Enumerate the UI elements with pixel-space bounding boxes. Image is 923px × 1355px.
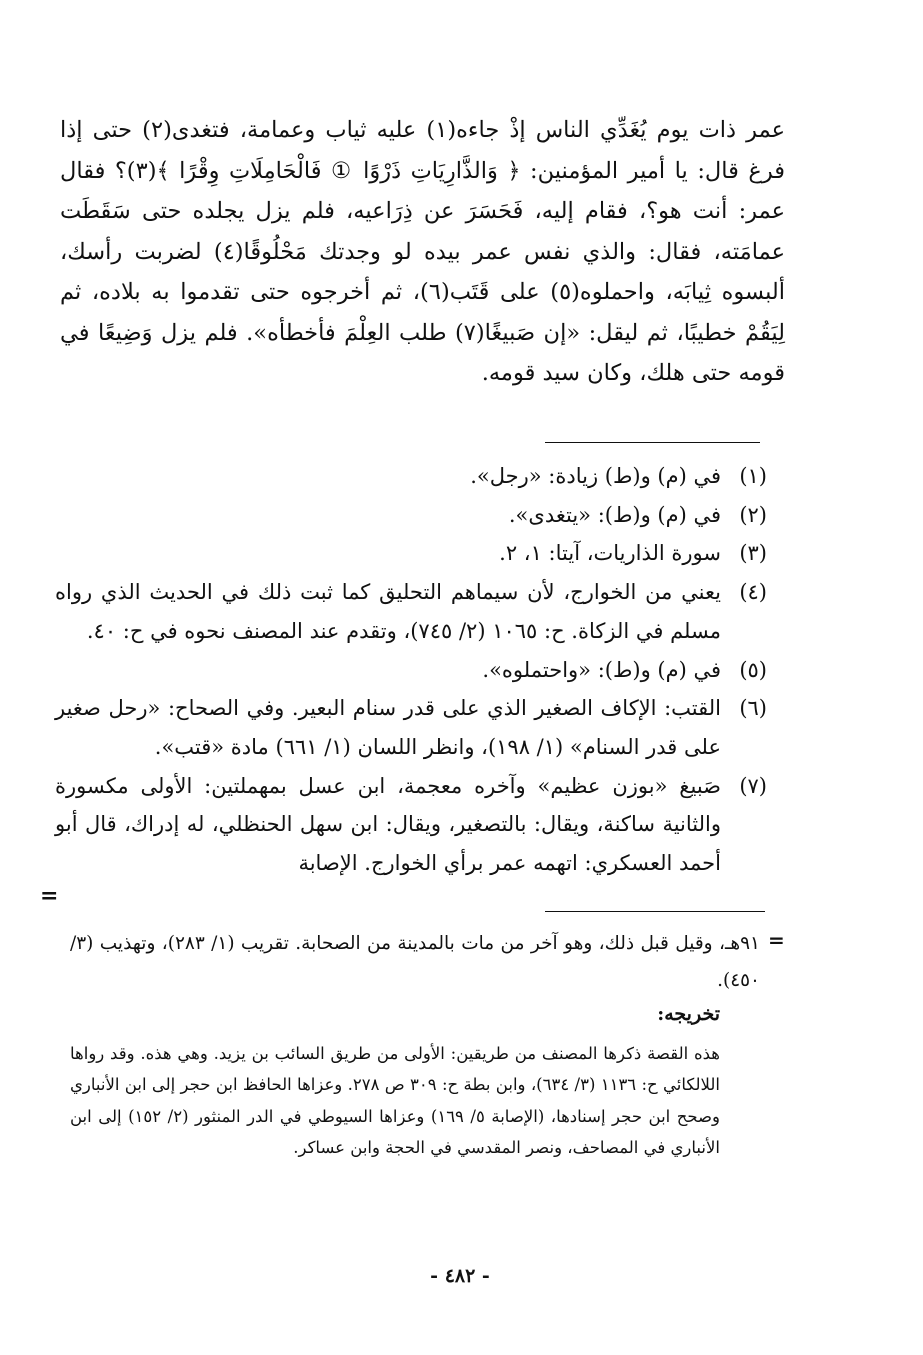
continuation-mark-start: = — [768, 928, 785, 952]
continuation-mark-end: = — [40, 883, 59, 909]
main-text — [60, 110, 785, 394]
footnote-text: صَبيغ «بوزن عظيم» وآخره معجمة، ابن عسل بمهملتين: الأولى مكسورة والثانية ساكنة، ويقال: بالتصغير، ويقال: ابن سهل الحنظلي، له إدراك، قال أبو أحمد العسكري: اتهمه عمر برأي الخوارج. الإصابة — [55, 773, 721, 876]
footnote-item — [55, 534, 767, 573]
footnote-text: في (م) و(ط): «يتغدى». — [508, 502, 721, 527]
footnote-item — [55, 496, 767, 535]
takhrij-text: هذه القصة ذكرها المصنف من طريقين: الأولى من طريق السائب بن يزيد. وهي هذه. وقد رواها اللالكائي ح: ١١٣٦ (٣/ ٦٣٤)، وابن بطة ح: ٣٠٩ ص ٢٧٨. وعزاها الحافظ ابن حجر إلى ابن الأنباري وصحح ابن حجر إسنادها، (الإصابة ٥/ ١٦٩) وعزاها السيوطي في الدر المنثور (٢/ ١٥٢) إلى ابن الأنباري في المصاحف، ونصر المقدسي في الحجة وابن عساكر. — [70, 1044, 721, 1157]
footnote-text: يعني من الخوارج، لأن سيماهم التحليق كما ثبت ذلك في الحديث الذي رواه مسلم في الزكاة. ح: ١٠٦٥ (٢/ ٧٤٥)، وتقدم عند المصنف نحوه في ح: ٤٠. — [55, 580, 721, 643]
footnote-text: في (م) و(ط) زيادة: «رجل». — [470, 464, 721, 488]
footnote-text: في (م) و(ط): «واحتملوه». — [482, 657, 721, 682]
page-number: - ٤٨٢ - — [430, 1265, 490, 1287]
main-paragraph: عمر ذات يوم يُغَدِّي الناس إذْ جاءه(١) عليه ثياب وعمامة، فتغدى(٢) حتى إذا فرغ قال: يا أمير المؤمنين: ﴿ وَالذَّارِيَاتِ ذَرْوًا ① فَالْحَامِلَاتِ وِقْرًا ﴾(٣)؟ فقال عمر: أنت هو؟، فقام إليه، فَحَسَرَ عن ذِرَاعيه، فلم يزل يجلده حتى سَقَطَت عمامَته، فقال: والذي نفس عمر بيده لو وجدتك مَحْلُوقًا(٤) لضربت رأسك، ألبسوه ثِيابَه، واحملوه(٥) على قَتَب(٦)، ثم أخرجوه حتى تقدموا به بلاده، ثم لِيَقُمْ خطيبًا، ثم ليقل: «إن صَبيغًا(٧) طلب العِلْمَ فأخطأه». فلم يزل وَضِيعًا في قومه حتى هلك، وكان سيد قومه. — [60, 117, 785, 386]
footnote-separator — [545, 911, 765, 912]
footnote-continuation: ٩١هـ، وقيل قبل ذلك، وهو آخر من مات بالمدينة من الصحابة. تقريب (١/ ٢٨٣)، وتهذيب (٣/ ٤٥٠). — [70, 933, 760, 991]
footnote-text: القتب: الإكاف الصغير الذي على قدر سنام البعير. وفي الصحاح: «رحل صغير على قدر السنام» (١/ ١٩٨)، وانظر اللسان (١/ ٦٦١) مادة «قتب». — [55, 696, 721, 759]
footnote-text: سورة الذاريات، آيتا: ١، ٢. — [499, 541, 721, 566]
footnote-number: (٦) — [739, 696, 767, 721]
footnote-number: (٣) — [739, 541, 767, 566]
footnote-item — [55, 767, 767, 883]
footnote-number: (٧) — [739, 773, 767, 798]
footnote-separator — [545, 442, 760, 443]
footnote-item — [55, 651, 767, 690]
footnotes — [55, 457, 767, 883]
footnote-number: (٤) — [739, 580, 767, 605]
footnote-number: (١) — [739, 464, 767, 488]
footnote-item — [55, 573, 767, 650]
takhrij-heading: تخريجه: — [657, 1003, 720, 1025]
footnote-number: (٥) — [739, 657, 767, 682]
footnote-item — [55, 689, 767, 766]
footnote-item — [55, 457, 767, 496]
footnote-number: (٢) — [739, 502, 767, 527]
